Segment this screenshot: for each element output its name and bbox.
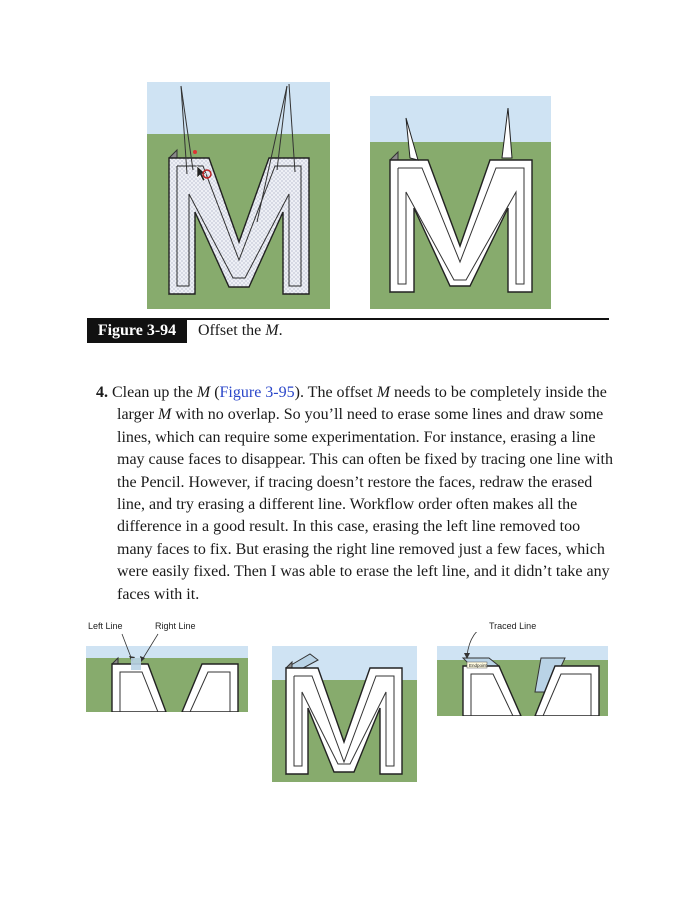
sky bbox=[147, 82, 330, 134]
left-line-label: Left Line bbox=[88, 621, 123, 631]
figure-image-left-right-lines bbox=[86, 632, 248, 712]
figure-3-95-link[interactable]: Figure 3-95 bbox=[219, 384, 295, 401]
caption-prefix: Offset the bbox=[198, 322, 266, 339]
figure-image-traced-line bbox=[437, 632, 608, 716]
selected-face bbox=[131, 658, 141, 670]
step-italic: M bbox=[158, 406, 172, 424]
figure-label: Figure 3-94 bbox=[87, 319, 187, 343]
sky bbox=[86, 646, 248, 658]
figure-image-cleaned-m bbox=[272, 646, 417, 782]
step-text: ( bbox=[210, 384, 220, 401]
figure-image-offset-in-progress bbox=[147, 82, 330, 309]
caption-suffix: . bbox=[278, 322, 283, 339]
right-line-label: Right Line bbox=[155, 621, 196, 631]
endpoint-tooltip-text: Endpoint bbox=[469, 663, 487, 668]
red-point bbox=[193, 150, 197, 154]
step-4-paragraph bbox=[96, 382, 616, 606]
step-text: ). The offset bbox=[294, 384, 377, 401]
caption-italic: M bbox=[265, 322, 279, 339]
step-italic: M bbox=[376, 384, 391, 401]
step-text: Clean up the bbox=[108, 384, 197, 401]
step-number: 4. bbox=[96, 384, 108, 401]
figure-image-offset-result bbox=[370, 96, 551, 309]
step-text: needs to be completely inside the larger bbox=[117, 384, 607, 424]
figure-caption bbox=[198, 320, 283, 342]
step-text: with no overlap. So you’ll need to erase some lines and draw some lines, which can require some experimentation. For instance, erasing a line may cause faces to disappear. This can often be fixed by tracing one line with the Pencil. However, if tracing doesn’t restore the faces, redraw the erased line, and try erasing a different line. Workflow order often makes all the difference in a good result. In this case, erasing the left line removed too many faces to fix. But erasing the right line removed just a few faces, which were easily fixed. Then I was able to erase the left line, and it didn’t take any faces with it. bbox=[117, 406, 613, 603]
sky bbox=[370, 96, 551, 142]
traced-line-label: Traced Line bbox=[489, 621, 537, 631]
step-italic: M bbox=[196, 384, 211, 401]
